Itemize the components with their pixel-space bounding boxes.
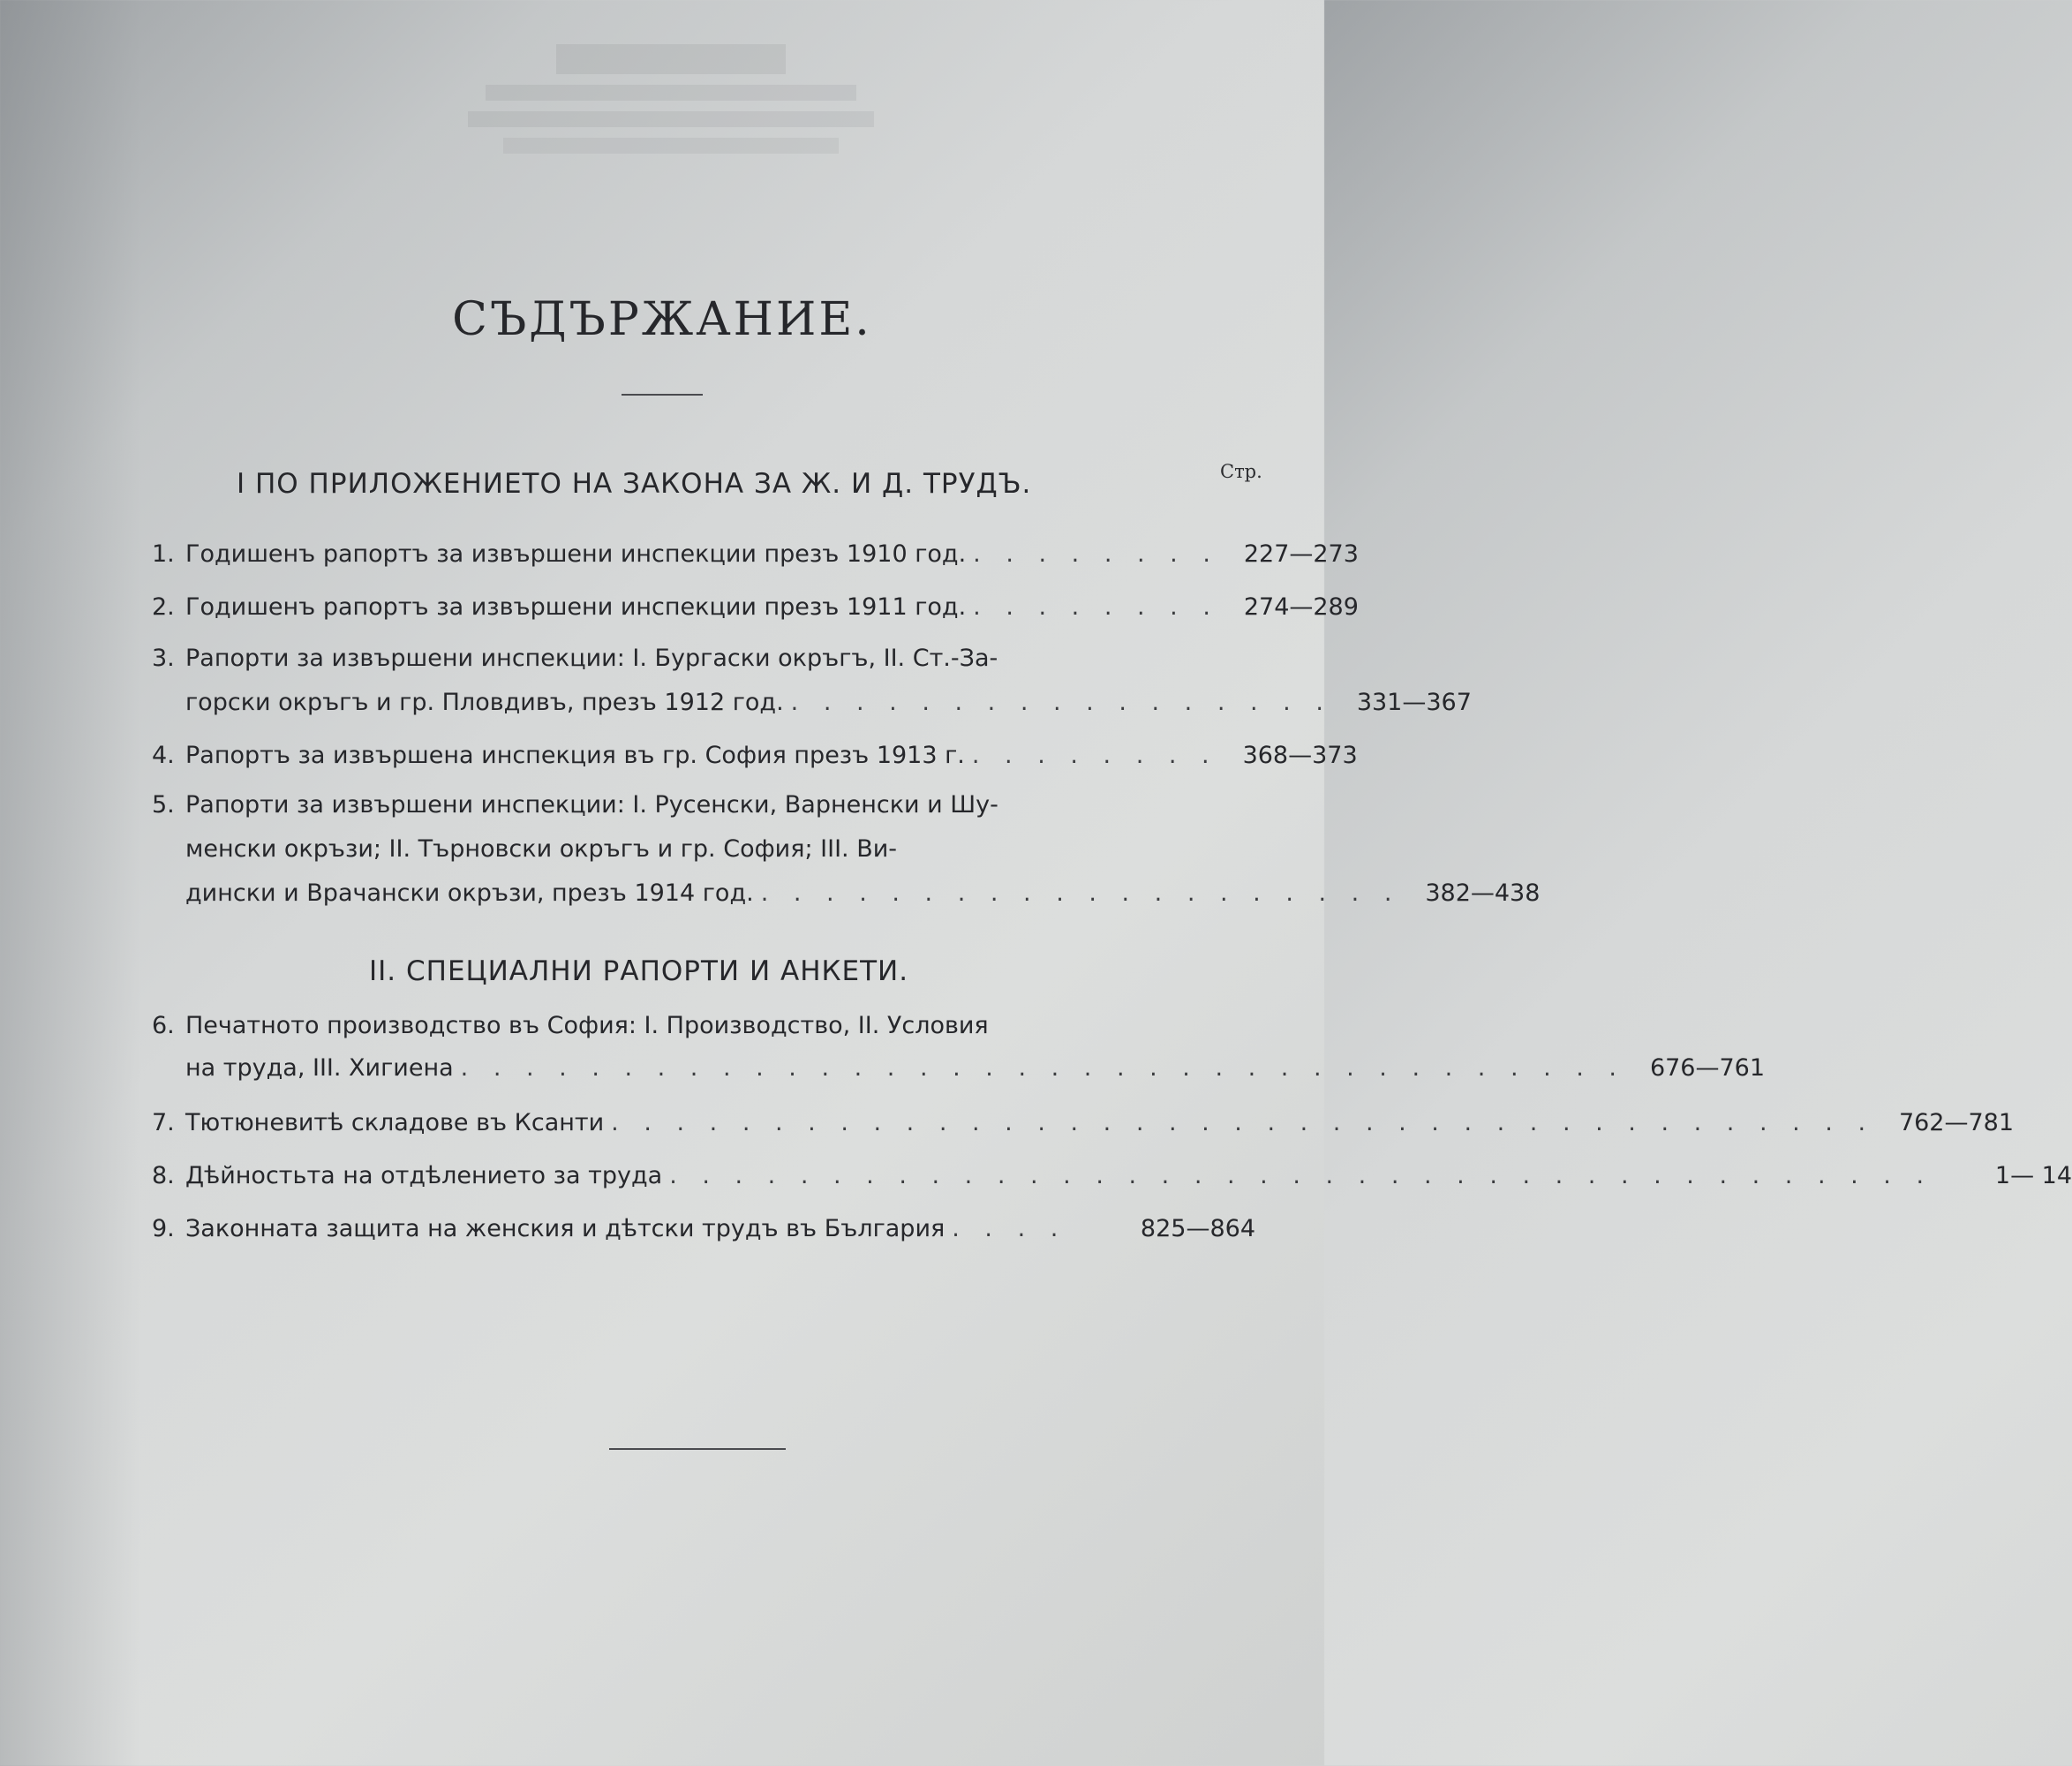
section-heading: II. СПЕЦИАЛНИ РАПОРТИ И АНКЕТИ. [369,955,909,987]
page-column-label: Стр. [1220,461,1262,482]
dot-leader: . . . . . . . . . . . . . . . . . [790,689,1332,716]
entry-title: Рапорти за извършени инспекции: I. Бургаски окръгъ, II. Ст.-За- [185,645,998,672]
page-title: СЪДЪРЖАНИЕ. [452,293,872,346]
toc-entry-continuation [185,879,1541,918]
dot-leader: . . . . [952,1215,1067,1242]
entry-title: Дѣйностьта на отдѣлението за труда [185,1162,663,1189]
toc-entry [152,540,1359,579]
entry-title: Рапорти за извършени инспекции: I. Русенски, Варненски и Шу- [185,791,998,819]
toc-entry [152,593,1359,632]
entry-title: Годишенъ рапортъ за извършени инспекции презъ 1910 год. [185,540,967,568]
end-divider [609,1448,786,1450]
section-heading: I ПО ПРИЛОЖЕНИЕТО НА ЗАКОНА ЗА Ж. И Д. ТРУДЪ. [237,468,1032,500]
toc-entry [152,645,1269,683]
entry-number: 1. [152,540,175,568]
entry-number: 8. [152,1162,175,1189]
toc-entry-continuation [185,1054,1766,1093]
entry-number: 6. [152,1012,175,1039]
entry-title-continuation: дински и Врачански окръзи, презъ 1914 год. [185,879,754,907]
entry-pages: 227—273 [1243,540,1359,568]
entry-pages: 1— 14 [1994,1162,2072,1189]
dot-leader: . . . . . . . . [973,540,1219,568]
toc-entry [152,742,1358,781]
entry-number: 5. [152,791,175,819]
dot-leader: . . . . . . . . . . . . . . . . . . . . [760,879,1401,907]
toc-entry [152,1215,1255,1254]
entry-pages: 368—373 [1242,742,1358,769]
page-shadow [0,0,141,1766]
entry-pages: 331—367 [1356,689,1472,716]
entry-pages: 676—761 [1649,1054,1766,1082]
entry-title-continuation: на труда, III. Хигиена [185,1054,454,1082]
bleed-through-block [424,35,918,212]
entry-number: 7. [152,1109,175,1136]
entry-pages: 382—438 [1425,879,1541,907]
entry-number: 3. [152,645,175,672]
entry-title: Печатното производство въ София: I. Производство, II. Условия [185,1012,989,1039]
entry-title: Рапортъ за извършена инспекция въ гр. София презъ 1913 г. [185,742,965,769]
entry-title: Законната защита на женския и дѣтски трудъ въ България [185,1215,946,1242]
entry-number: 9. [152,1215,175,1242]
toc-entry [152,1162,2072,1201]
entry-pages: 825—864 [1140,1215,1255,1242]
entry-title: Годишенъ рапортъ за извършени инспекции презъ 1911 год. [185,593,967,621]
dot-leader: . . . . . . . . . . . . . . . . . . . . . . . . . . . . . . . . . . . . [460,1054,1626,1082]
entry-pages: 274—289 [1243,593,1359,621]
dot-leader: . . . . . . . . [971,742,1218,769]
toc-entry [152,1109,2015,1148]
entry-number: 4. [152,742,175,769]
title-divider [622,394,703,396]
dot-leader: . . . . . . . . [973,593,1219,621]
dot-leader: . . . . . . . . . . . . . . . . . . . . . . . . . . . . . . . . . . . . . . . [669,1162,1933,1189]
toc-entry-continuation [185,689,1472,728]
toc-entry [152,791,1269,830]
entry-title-continuation: менски окръзи; II. Търновски окръгъ и гр. София; III. Ви- [185,835,898,863]
dot-leader: . . . . . . . . . . . . . . . . . . . . . . . . . . . . . . . . . . . . . . . [611,1109,1875,1136]
entry-title: Тютюневитѣ складове въ Ксанти [185,1109,605,1136]
entry-title-continuation: горски окръгъ и гр. Пловдивъ, презъ 1912 год. [185,689,784,716]
toc-entry [152,1012,1269,1051]
entry-pages: 762—781 [1898,1109,2015,1136]
entry-number: 2. [152,593,175,621]
